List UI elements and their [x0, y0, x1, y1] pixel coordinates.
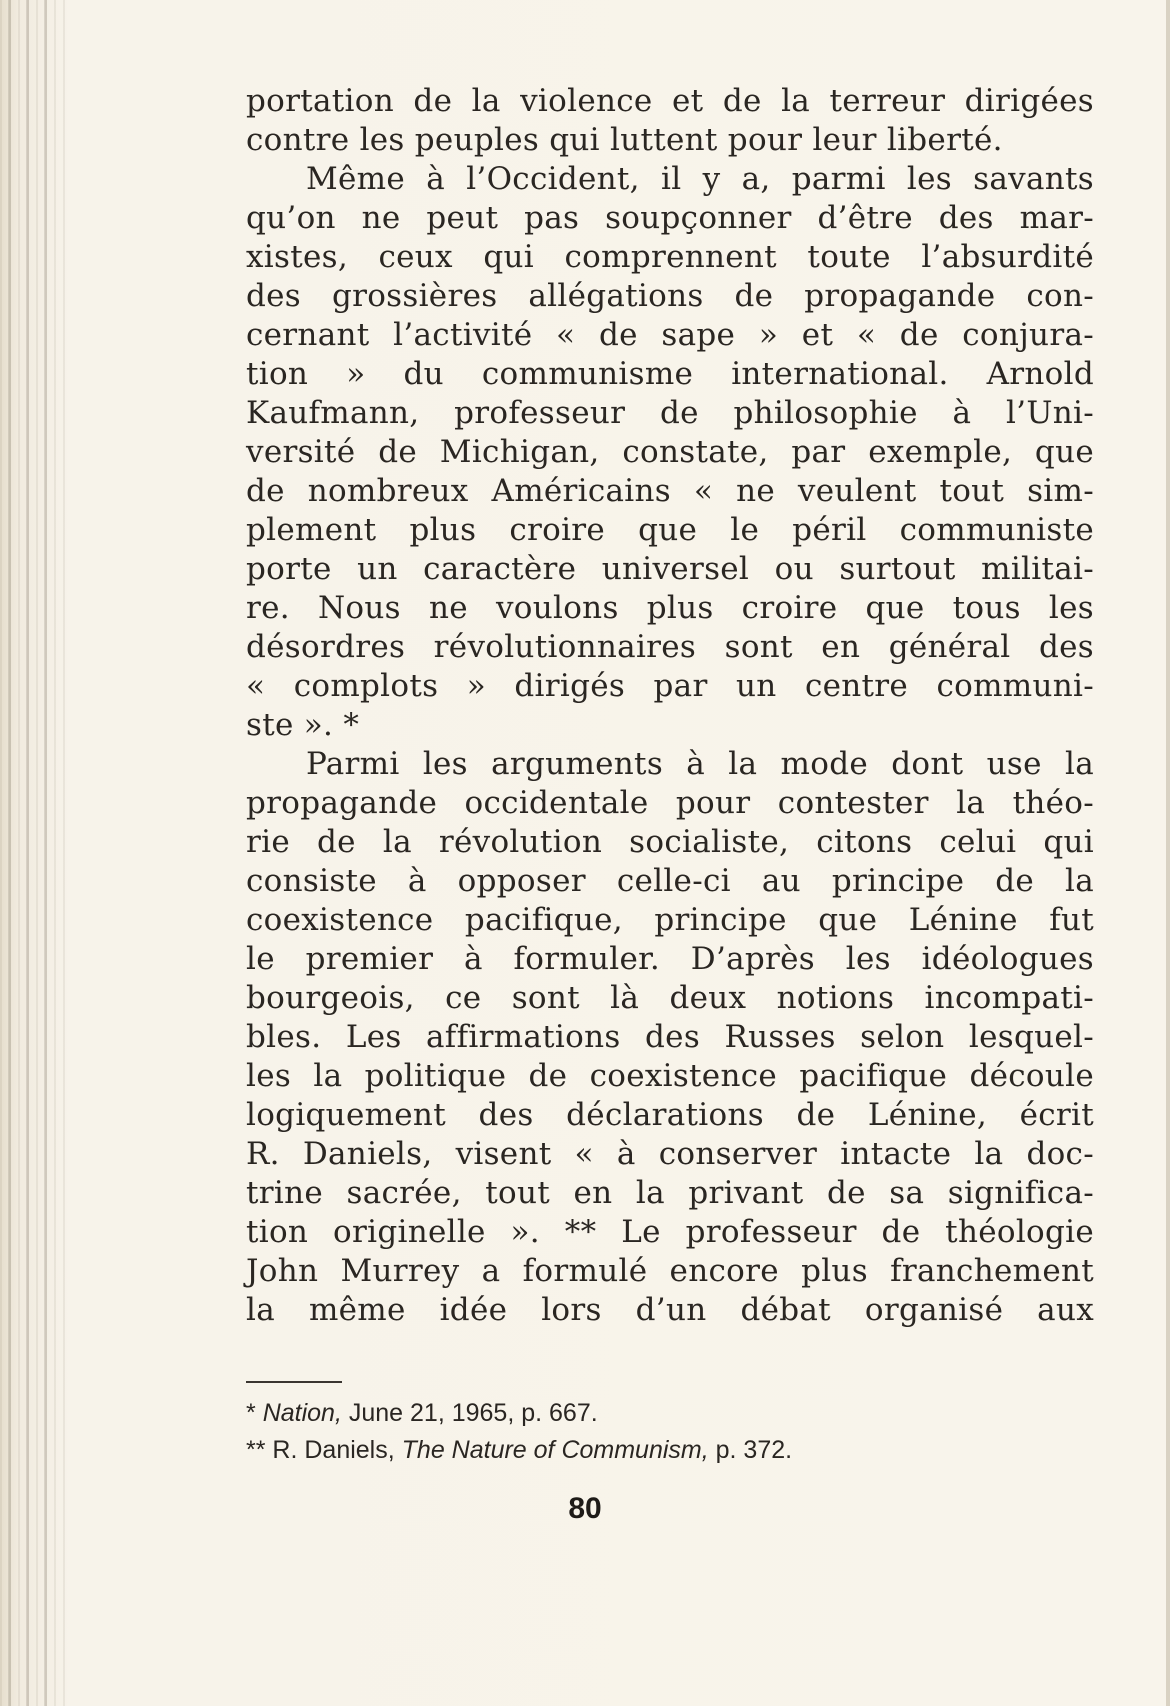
footnote-marker: *	[246, 1399, 256, 1427]
text-line: R. Daniels, visent « à conserver intacte la doc-	[246, 1136, 1094, 1172]
body-text	[246, 82, 1094, 1330]
footnote-1	[246, 1395, 1094, 1432]
text-line: bourgeois, ce sont là deux notions incompati-	[246, 980, 1094, 1016]
text-line: plement plus croire que le péril communiste	[246, 512, 1094, 548]
text-line: « complots » dirigés par un centre communi-	[246, 668, 1094, 704]
text-line: de nombreux Américains « ne veulent tout sim-	[246, 473, 1094, 509]
footnote-2	[246, 1432, 1094, 1469]
text-line: désordres révolutionnaires sont en général des	[246, 629, 1094, 665]
text-line: propagande occidentale pour contester la théo-	[246, 785, 1094, 821]
text-line: la même idée lors d’un débat organisé aux	[246, 1292, 1094, 1328]
text-line: des grossières allégations de propagande con-	[246, 278, 1094, 314]
text-line: trine sacrée, tout en la privant de sa significa-	[246, 1175, 1094, 1211]
text-line: les la politique de coexistence pacifique découle	[246, 1058, 1094, 1094]
text-line: logiquement des déclarations de Lénine, écrit	[246, 1097, 1094, 1133]
footnote-author: R. Daniels,	[265, 1436, 402, 1464]
text-line: consiste à opposer celle-ci au principe de la	[246, 863, 1094, 899]
text-line: qu’on ne peut pas soupçonner d’être des mar-	[246, 200, 1094, 236]
footnote-source-title: The Nature of Communism,	[401, 1436, 709, 1464]
binding-line	[8, 0, 11, 1706]
text-line: versité de Michigan, constate, par exemple, que	[246, 434, 1094, 470]
text-line: Même à l’Occident, il y a, parmi les savants	[306, 161, 1094, 197]
text-line: cernant l’activité « de sape » et « de conjura-	[246, 317, 1094, 353]
binding-line	[44, 0, 47, 1706]
footnote-separator	[246, 1381, 342, 1383]
text-line: Parmi les arguments à la mode dont use la	[306, 746, 1094, 782]
text-line: tion originelle ». ** Le professeur de théologie	[246, 1214, 1094, 1250]
text-line: xistes, ceux qui comprennent toute l’absurdité	[246, 239, 1094, 275]
text-line: contre les peuples qui luttent pour leur liberté.	[246, 122, 1003, 158]
page-number: 80	[568, 1492, 602, 1525]
footnote-citation: June 21, 1965, p. 667.	[341, 1399, 598, 1427]
footnote-citation: p. 372.	[708, 1436, 793, 1464]
text-line: John Murrey a formulé encore plus franchement	[246, 1253, 1094, 1289]
footnote-source-title: Nation,	[262, 1399, 342, 1427]
page-right-edge	[1166, 0, 1170, 1706]
text-line: portation de la violence et de la terreur dirigées	[246, 83, 1094, 119]
text-line: coexistence pacifique, principe que Lénine fut	[246, 902, 1094, 938]
text-line: Kaufmann, professeur de philosophie à l’Uni-	[246, 395, 1094, 431]
text-line: rie de la révolution socialiste, citons celui qui	[246, 824, 1094, 860]
footnotes	[246, 1395, 1094, 1469]
text-line: tion » du communisme international. Arnold	[246, 356, 1094, 392]
text-line: porte un caractère universel ou surtout militai-	[246, 551, 1094, 587]
text-line: bles. Les affirmations des Russes selon lesquel-	[246, 1019, 1094, 1055]
text-line: re. Nous ne voulons plus croire que tous les	[246, 590, 1094, 626]
text-line: ste ». *	[246, 707, 360, 743]
text-line: le premier à formuler. D’après les idéologues	[246, 941, 1094, 977]
footnote-marker: **	[246, 1436, 266, 1464]
binding-line	[26, 0, 29, 1706]
